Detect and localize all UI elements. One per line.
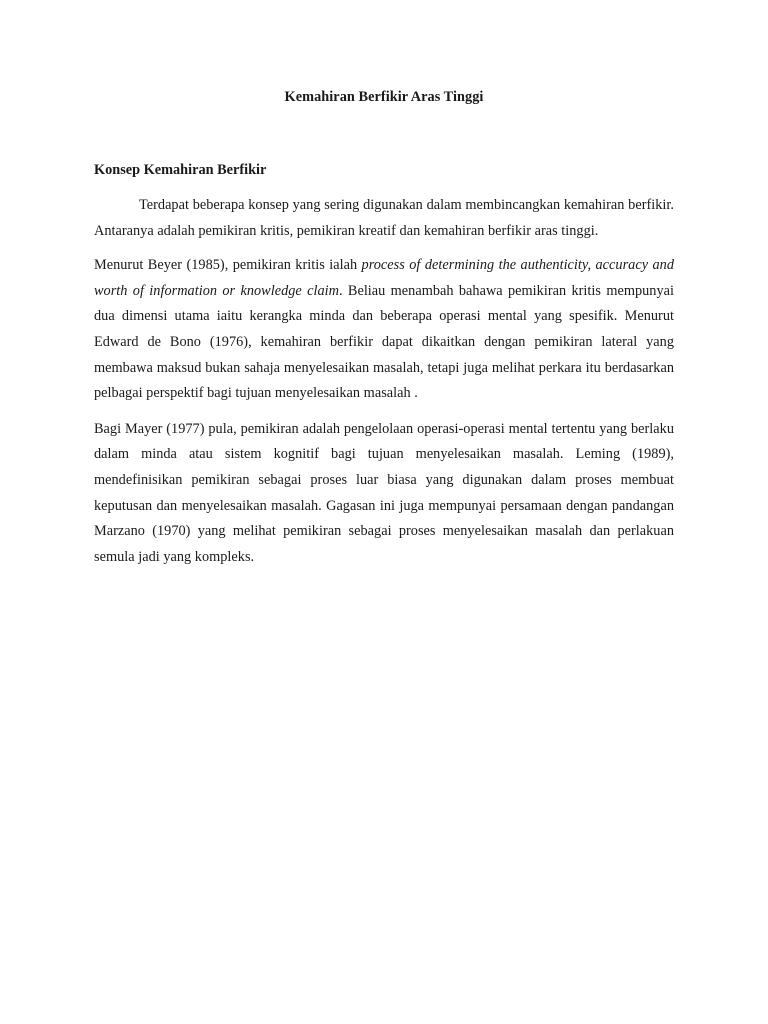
section-heading: Konsep Kemahiran Berfikir bbox=[94, 162, 267, 178]
paragraph-intro: Terdapat beberapa konsep yang sering digunakan dalam membincangkan kemahiran berfikir. Antaranya adalah pemikiran kritis, pemikiran kreatif dan kemahiran berfikir aras tinggi. bbox=[94, 197, 674, 239]
document-title: Kemahiran Berfikir Aras Tinggi bbox=[284, 89, 484, 105]
paragraph-mayer: Bagi Mayer (1977) pula, pemikiran adalah pengelolaan operasi-operasi mental tertentu yang berlaku dalam minda atau sistem kognitif bagi tujuan menyelesaikan masalah. Leming (1989), mendefinisikan pemikiran sebagai proses luar biasa yang digunakan dalam proses membuat keputusan dan menyelesaikan masalah. Gagasan ini juga mempunyai persamaan dengan pandangan Marzano (1970) yang melihat pemikiran sebagai proses menyelesaikan masalah dan perlakuan semula jadi yang kompleks. bbox=[94, 420, 674, 565]
paragraph-beyer-lead: Menurut Beyer (1985), pemikiran kritis ialah bbox=[94, 257, 362, 274]
paragraph-beyer-quote: process of determining the authenticity, accuracy and worth of information or knowledge claim bbox=[94, 257, 674, 299]
paragraph-beyer-rest: . Beliau menambah bahawa pemikiran kritis mempunyai dua dimensi utama iaitu kerangka minda dan beberapa operasi mental yang spesifik. Menurut Edward de Bono (1976), kemahiran berfikir dapat dikaitkan dengan pemikiran lateral yang membawa maksud bukan sahaja menyelesaikan masalah, tetapi juga melihat perkara itu berdasarkan pelbagai perspektif bagi tujuan menyelesaikan masalah . bbox=[94, 282, 674, 402]
paragraph-beyer bbox=[94, 253, 674, 407]
